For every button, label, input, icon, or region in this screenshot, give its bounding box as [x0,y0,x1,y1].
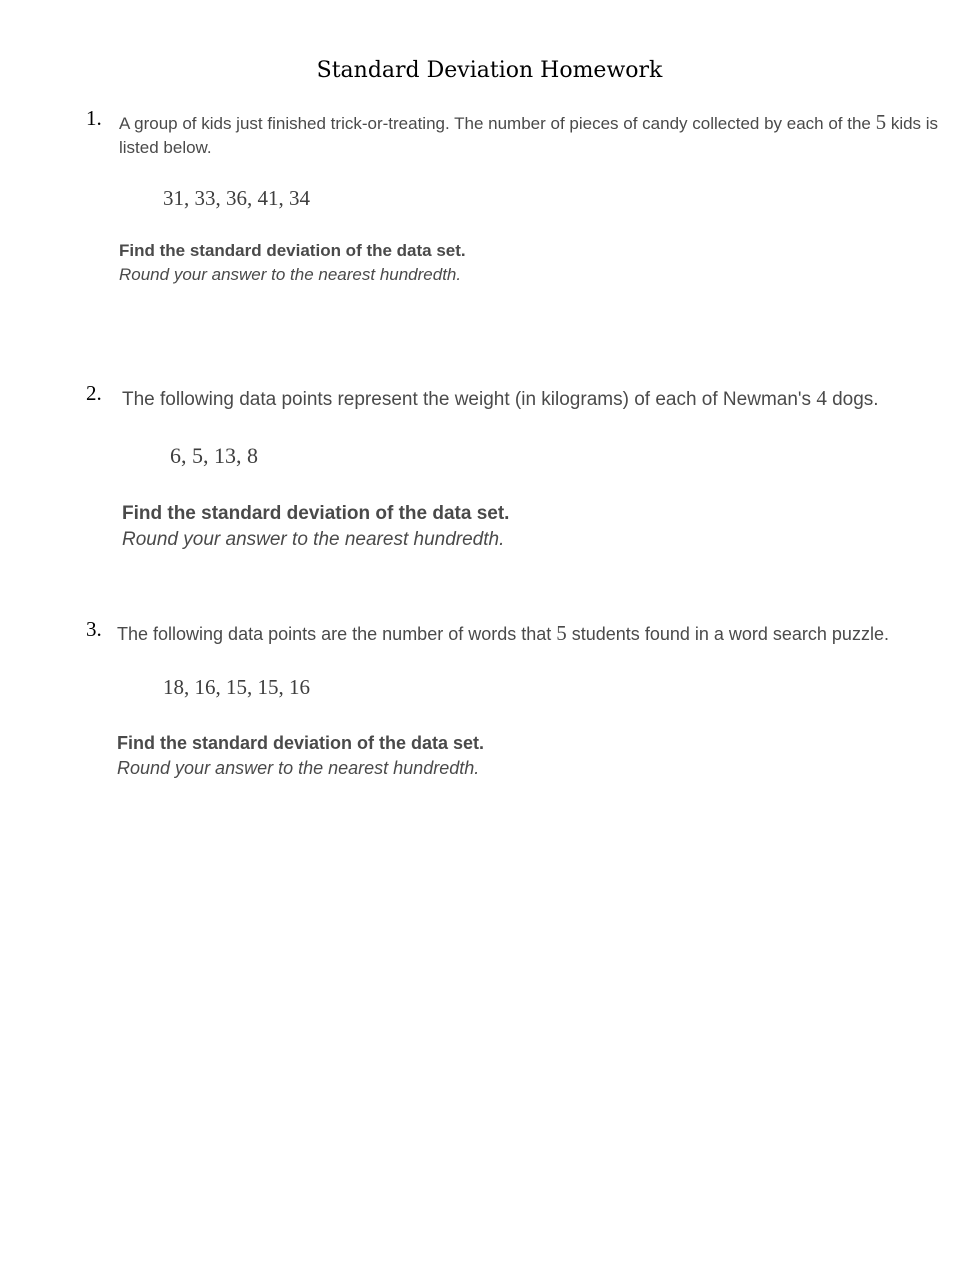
problem-1-count: 5 [875,110,887,134]
problem-2-rounding: Round your answer to the nearest hundredth. [122,529,505,550]
problem-2-prompt-before: The following data points represent the weight (in kilograms) of each of Newman's [122,389,817,410]
problem-3-count: 5 [556,621,567,645]
problem-3-prompt-after: students found in a word search puzzle. [566,624,889,644]
problem-3-instruction: Find the standard deviation of the data set. [117,733,485,753]
problem-3-data-set: 18, 16, 15, 15, 16 [163,675,310,699]
problem-3-number: 3. [86,617,102,641]
problem-1-number: 1. [86,106,102,130]
problem-2-prompt [122,386,952,412]
problem-2-instruction: Find the standard deviation of the data set. [122,503,510,524]
problem-2-count: 4 [816,386,827,410]
problem-3-rounding: Round your answer to the nearest hundredth. [117,758,480,778]
problem-1-data-set: 31, 33, 36, 41, 34 [163,186,310,210]
problem-1-prompt-before: A group of kids just finished trick-or-treating. The number of pieces of candy collected by each of the [119,114,876,133]
problem-3-prompt [117,621,947,646]
problem-2-number: 2. [86,381,102,405]
problem-1-instruction: Find the standard deviation of the data set. [119,241,466,260]
page-title: Standard Deviation Homework [316,58,663,83]
problem-1-prompt-after: kids is listed below. [119,114,939,157]
problem-1-prompt [119,110,949,160]
problem-3-prompt-before: The following data points are the number of words that [117,624,557,644]
problem-2-data-set: 6, 5, 13, 8 [170,443,258,468]
problem-2-prompt-after: dogs. [826,389,879,410]
problem-1-rounding: Round your answer to the nearest hundredth. [119,265,462,284]
